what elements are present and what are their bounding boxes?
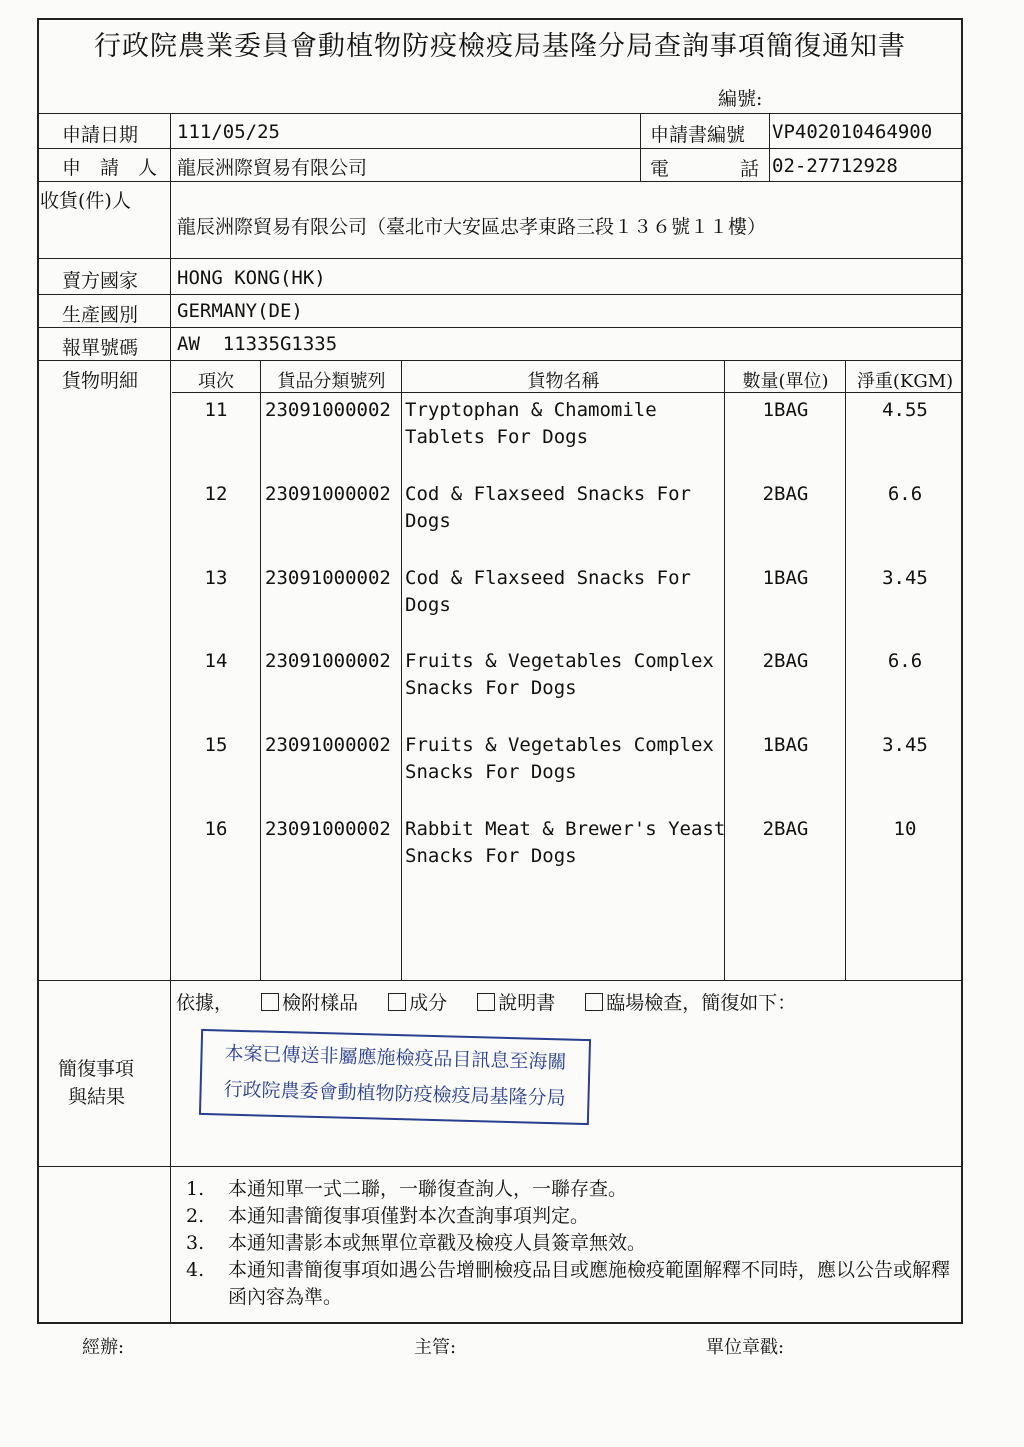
row-code: 23091000002 [265,399,391,421]
note-1-num: 1. [186,1178,205,1200]
row-qty: 2BAG [762,650,809,672]
row-weight: 4.55 [882,399,928,421]
note-4-num: 4. [186,1259,205,1281]
row-name-line1: Tryptophan & Chamomile [405,399,657,421]
row-name-line2: Tablets For Dogs [405,426,589,448]
phone-label-b: 話 [740,158,760,180]
sample-checkbox[interactable] [261,993,279,1011]
application-date-value: 111/05/25 [177,121,280,143]
basis-line [176,988,796,1015]
applicant-value: 龍辰洲際貿易有限公司 [177,157,368,179]
origin-country-label: 生產國別 [62,304,139,326]
header-code: 貨品分類號列 [277,371,386,392]
row-name-line2: Snacks For Dogs [405,845,577,867]
note-3-num: 3. [186,1232,205,1254]
origin-country-value: GERMANY(DE) [177,300,303,322]
header-weight: 淨重(KGM) [856,371,954,392]
row-name-line1: Rabbit Meat & Brewer's Yeast [405,818,726,840]
row-item: 13 [204,567,228,589]
rule [170,1166,171,1324]
ingredient-option: 成分 [409,992,448,1014]
row-qty: 2BAG [762,483,809,505]
header-item: 項次 [198,371,234,392]
row-name-line1: Fruits & Vegetables Complex [405,734,714,756]
table-row [0,732,1024,816]
row-qty: 1BAG [762,399,809,421]
row-qty: 1BAG [762,567,809,589]
consignee-label: 收貨(件)人 [40,190,131,212]
reply-label-1: 簡復事項 [58,1058,135,1080]
row-item: 14 [204,650,228,672]
row-item: 15 [204,734,228,756]
rule [37,148,963,149]
row-weight: 10 [893,818,917,840]
row-code: 23091000002 [265,650,391,672]
official-stamp [199,1029,591,1125]
row-code: 23091000002 [265,567,391,589]
header-qty: 數量(單位) [742,371,829,392]
row-weight: 6.6 [887,650,923,672]
row-name-line1: Cod & Flaxseed Snacks For [405,483,691,505]
header-name: 貨物名稱 [527,371,600,392]
unit-seal-label: 單位章戳: [706,1337,785,1358]
rule [37,1166,963,1167]
row-qty: 1BAG [762,734,809,756]
rule [37,258,963,259]
goods-label: 貨物明細 [62,370,139,392]
manual-checkbox[interactable] [477,993,495,1011]
rule [640,113,641,181]
row-item: 16 [204,818,228,840]
row-name-line2: Snacks For Dogs [405,677,577,699]
row-name-line2: Dogs [405,510,451,532]
table-row [0,816,1024,900]
table-row [0,565,1024,649]
row-name-line2: Snacks For Dogs [405,761,577,783]
sample-option: 檢附樣品 [282,992,359,1014]
row-code: 23091000002 [265,483,391,505]
stamp-line-2: 行政院農委會動植物防疫檢疫局基隆分局 [223,1078,566,1110]
onsite-checkbox[interactable] [585,993,603,1011]
document-title: 行政院農業委員會動植物防疫檢疫局基隆分局查詢事項簡復通知書 [94,31,906,62]
table-row [0,397,1024,481]
handler-label: 經辦: [82,1337,125,1358]
rule [769,113,770,181]
supervisor-label: 主管: [414,1337,457,1358]
seller-country-label: 賣方國家 [62,270,139,292]
table-row [0,481,1024,565]
onsite-option: 臨場檢查，簡復如下： [606,992,797,1014]
manual-option: 說明書 [498,992,556,1014]
phone-value: 02-27712928 [772,155,898,177]
note-1-text: 本通知單一式二聯，一聯復查詢人，一聯存查。 [228,1178,628,1200]
seller-country-value: HONG KONG(HK) [177,267,326,289]
rule [37,113,963,114]
note-2-num: 2. [186,1205,205,1227]
table-row [0,648,1024,732]
phone-label-a: 電 [650,158,670,180]
row-item: 11 [204,399,228,421]
row-name-line1: Cod & Flaxseed Snacks For [405,567,691,589]
rule [37,980,963,981]
rule [37,327,963,328]
declaration-no-label: 報單號碼 [62,337,139,359]
rule [37,360,963,361]
application-date-label: 申請日期 [62,124,139,146]
rule [37,294,963,295]
rule [37,181,963,182]
reply-label-2: 與結果 [68,1086,126,1108]
note-3-text: 本通知書影本或無單位章戳及檢疫人員簽章無效。 [228,1232,647,1254]
basis-comma: ， [214,992,234,1014]
ingredient-checkbox[interactable] [388,993,406,1011]
row-code: 23091000002 [265,734,391,756]
number-label: 編號: [718,88,763,110]
row-name-line2: Dogs [405,594,451,616]
application-no-label: 申請書編號 [650,124,746,146]
declaration-no-value: AW 11335G1335 [177,333,338,355]
row-item: 12 [204,483,228,505]
row-weight: 6.6 [887,483,923,505]
basis-label: 依據 [176,992,215,1014]
row-name-line1: Fruits & Vegetables Complex [405,650,714,672]
consignee-value: 龍辰洲際貿易有限公司（臺北市大安區忠孝東路三段１３６號１１樓） [177,216,767,238]
stamp-line-1: 本案已傳送非屬應施檢疫品目訊息至海關 [224,1042,567,1074]
note-4-text: 本通知書簡復事項如遇公告增刪檢疫品目或應施檢疫範圍解釋不同時，應以公告或解釋函內容為準。 [228,1259,951,1308]
note-2-text: 本通知書簡復事項僅對本次查詢事項判定。 [228,1205,590,1227]
application-no-value: VP402010464900 [772,121,933,143]
row-qty: 2BAG [762,818,809,840]
row-weight: 3.45 [882,567,928,589]
row-code: 23091000002 [265,818,391,840]
row-weight: 3.45 [882,734,928,756]
applicant-label: 申 請 人 [62,157,158,179]
